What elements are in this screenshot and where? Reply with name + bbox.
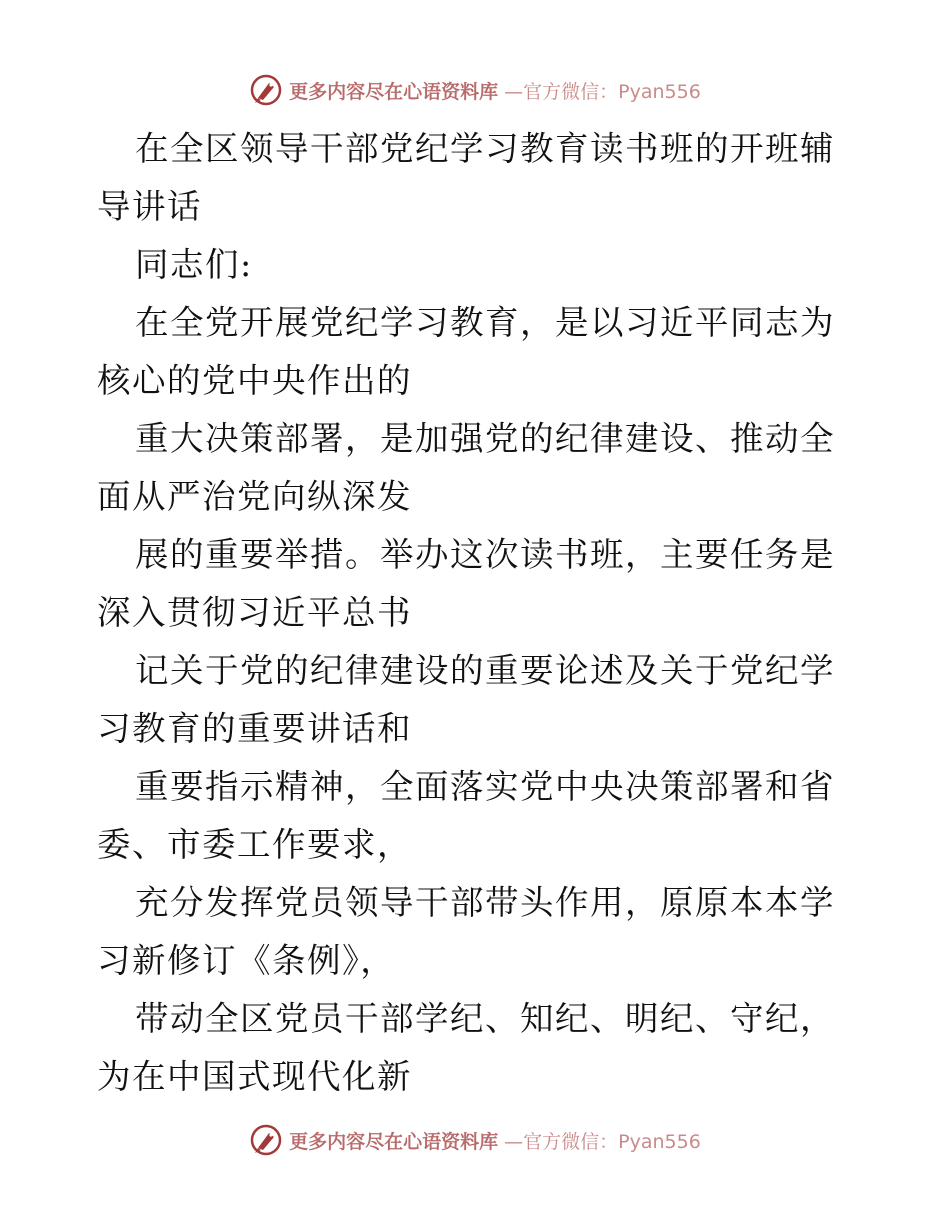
- watermark-brand-text: 更多内容尽在心语资料库: [289, 1130, 499, 1153]
- footer-watermark: [0, 1120, 950, 1160]
- paragraph: 带动全区党员干部学纪、知纪、明纪、守纪，为在中国式现代化新: [97, 999, 835, 1096]
- watermark-brand-text: 更多内容尽在心语资料库: [289, 80, 499, 103]
- paragraph: 记关于党的纪律建设的重要论述及关于党纪学习教育的重要讲话和: [97, 651, 835, 748]
- paragraph: 展的重要举措。举办这次读书班，主要任务是深入贯彻习近平总书: [97, 535, 835, 632]
- paragraph: 在全党开展党纪学习教育，是以习近平同志为核心的党中央作出的: [97, 303, 835, 400]
- watermark-contact-text: —官方微信：Pyan556: [504, 1130, 701, 1153]
- paragraph: 重要指示精神，全面落实党中央决策部署和省委、市委工作要求，: [97, 767, 835, 864]
- salutation: 同志们:: [135, 245, 253, 284]
- pen-nib-logo-icon: [249, 1123, 283, 1157]
- watermark-contact-text: —官方微信：Pyan556: [504, 80, 701, 103]
- paragraph: 充分发挥党员领导干部带头作用，原原本本学习新修订《条例》，: [97, 883, 835, 980]
- pen-nib-logo-icon: [249, 73, 283, 107]
- header-watermark: [0, 70, 950, 110]
- paragraph: 重大决策部署，是加强党的纪律建设、推动全面从严治党向纵深发: [97, 419, 835, 516]
- document-title: 在全区领导干部党纪学习教育读书班的开班辅导讲话: [97, 129, 835, 226]
- document-body: [97, 120, 857, 1106]
